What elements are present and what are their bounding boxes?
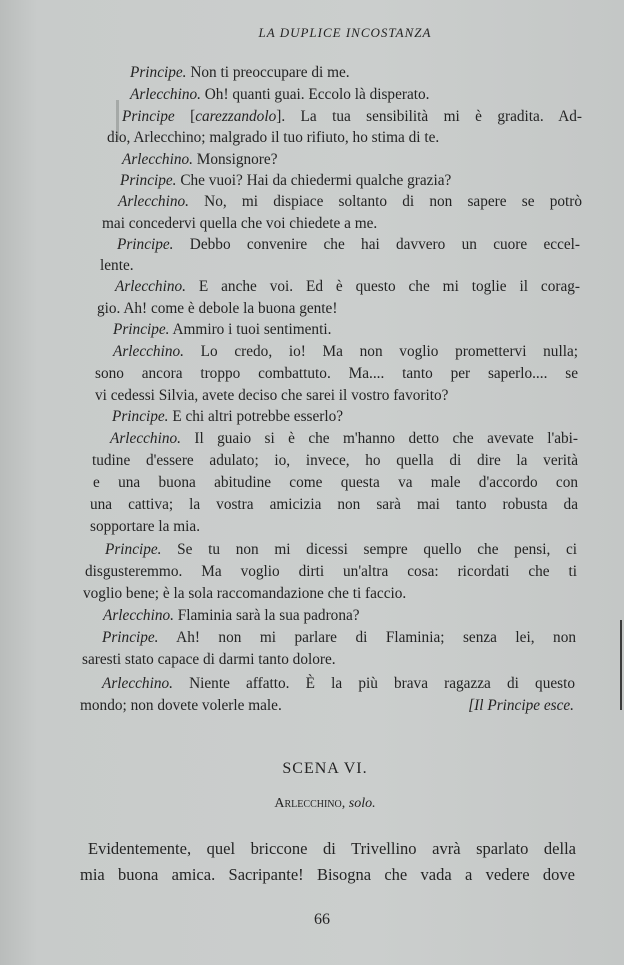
text-line — [90, 518, 200, 536]
speaker-name: carezzandolo — [195, 108, 277, 125]
line-text: e una buona abitudine come questa va male d'accordo con — [93, 474, 578, 491]
text-line — [112, 408, 343, 426]
monologue-line: Evidentemente, quel briccone di Trivellino avrà sparlato della — [88, 839, 576, 858]
line-text: No, mi dispiace soltanto di non sapere se potrò — [188, 193, 582, 210]
line-text: Debbo convenire che hai davvero un cuore eccel- — [173, 236, 580, 253]
line-text: Il guaio si è che m'hanno detto che avevate l'abi- — [180, 430, 578, 447]
text-line — [95, 387, 448, 405]
speaker-name: Principe. — [102, 629, 159, 646]
line-text: Che vuoi? Hai da chiedermi qualche grazia? — [176, 172, 452, 189]
line-text: dio, Arlecchino; malgrado il tuo rifiuto, ho stima di te. — [107, 129, 440, 146]
line-text: sono ancora troppo combattuto. Ma.... tanto per saperlo.... se — [95, 365, 578, 382]
line-text: ]. La tua sensibilità mi è gradita. Ad- — [276, 108, 583, 125]
line-text: lente. — [100, 257, 134, 274]
text-line — [82, 651, 336, 669]
speaker-name: Arlecchino. — [122, 151, 193, 168]
speaker-name: Arlecchino. — [118, 193, 189, 210]
text-line — [115, 278, 580, 296]
text-line — [107, 129, 439, 147]
line-text: Se tu non mi dicessi sempre quello che pensi, ci — [161, 541, 577, 558]
text-line — [90, 496, 578, 514]
page-number: 66 — [314, 911, 330, 928]
scene-title: SCENA VI. — [282, 760, 368, 777]
line-text: E anche voi. Ed è questo che mi toglie il corag- — [185, 278, 580, 295]
line-text: Niente affatto. È la più brava ragazza di questo — [172, 675, 575, 692]
text-line — [122, 108, 582, 126]
text-line — [113, 321, 331, 339]
line-text: Ammiro i tuoi sentimenti. — [169, 321, 332, 338]
speaker-name: Principe. — [117, 236, 174, 253]
line-text: E chi altri potrebbe esserlo? — [168, 408, 344, 425]
stage-note: solo. — [348, 796, 376, 811]
speaker-name: Principe. — [112, 408, 169, 425]
line-text: vi cedessi Silvia, avete deciso che sarei il vostro favorito? — [95, 387, 449, 404]
line-text: voglio bene; è la sola raccomandazione che ti faccio. — [83, 585, 407, 602]
text-line — [100, 257, 134, 275]
speaker-name: Arlecchino. — [110, 430, 181, 447]
running-header: LA DUPLICE INCOSTANZA — [258, 25, 432, 40]
line-text: tudine d'essere adulato; io, invece, ho quella di dire la verità — [92, 452, 578, 469]
line-text: Flaminia sarà la sua padrona? — [173, 607, 360, 624]
speaker-name: Arlecchino. — [102, 675, 173, 692]
text-line — [102, 629, 576, 647]
line-text: mondo; non dovete volerle male. — [80, 697, 282, 714]
speaker-name: Principe. — [120, 172, 177, 189]
line-text: gio. Ah! come è debole la buona gente! — [97, 300, 338, 317]
text-line — [118, 193, 582, 211]
text-line — [102, 675, 575, 693]
line-text: Lo credo, io! Ma non voglio promettervi nulla; — [183, 343, 578, 360]
line-text: sopportare la mia. — [90, 518, 201, 535]
text-line — [80, 697, 282, 715]
text-line — [95, 365, 578, 383]
text-line — [117, 236, 580, 254]
line-text: una cattiva; la vostra amicizia non sarà mai tanto robusta da — [90, 496, 578, 513]
scene-subtitle — [0, 796, 624, 812]
line-text: Oh! quanti guai. Eccolo là disperato. — [200, 86, 430, 103]
line-text: saresti stato capace di darmi tanto dolore. — [82, 651, 336, 668]
text-line — [97, 300, 337, 318]
line-text: [ — [174, 108, 196, 125]
text-line — [92, 452, 578, 470]
text-line — [93, 474, 578, 492]
text-line — [130, 64, 350, 82]
text-line — [122, 151, 277, 169]
text-line — [102, 215, 377, 233]
speaker-name: Principe. — [113, 321, 170, 338]
speaker-name: Principe. — [105, 541, 162, 558]
text-line — [113, 343, 578, 361]
monologue-line: mia buona amica. Sacripante! Bisogna che vada a vedere dove — [80, 865, 575, 884]
text-line — [85, 563, 577, 581]
speaker-name: Principe. — [130, 64, 187, 81]
character-name: Arlecchino, — [274, 796, 346, 811]
speaker-name: Principe — [122, 108, 175, 125]
text-line — [120, 172, 451, 190]
speaker-name: Arlecchino. — [130, 86, 201, 103]
text-line — [105, 541, 577, 559]
page-edge-mark — [620, 620, 622, 710]
line-text: Ah! non mi parlare di Flaminia; senza lei, non — [158, 629, 576, 646]
stage-direction: [Il Principe esce. — [468, 697, 574, 714]
line-text: Monsignore? — [192, 151, 278, 168]
line-text: mai concedervi quella che voi chiedete a me. — [102, 215, 378, 232]
text-line — [110, 430, 578, 448]
text-line — [83, 585, 406, 603]
speaker-name: Arlecchino. — [103, 607, 174, 624]
line-text: disgusteremmo. Ma voglio dirti un'altra cosa: ricordati che ti — [85, 563, 577, 580]
speaker-name: Arlecchino. — [115, 278, 186, 295]
text-line — [130, 86, 429, 104]
speaker-name: Arlecchino. — [113, 343, 184, 360]
text-line — [103, 607, 360, 625]
line-text: Non ti preoccupare di me. — [186, 64, 350, 81]
